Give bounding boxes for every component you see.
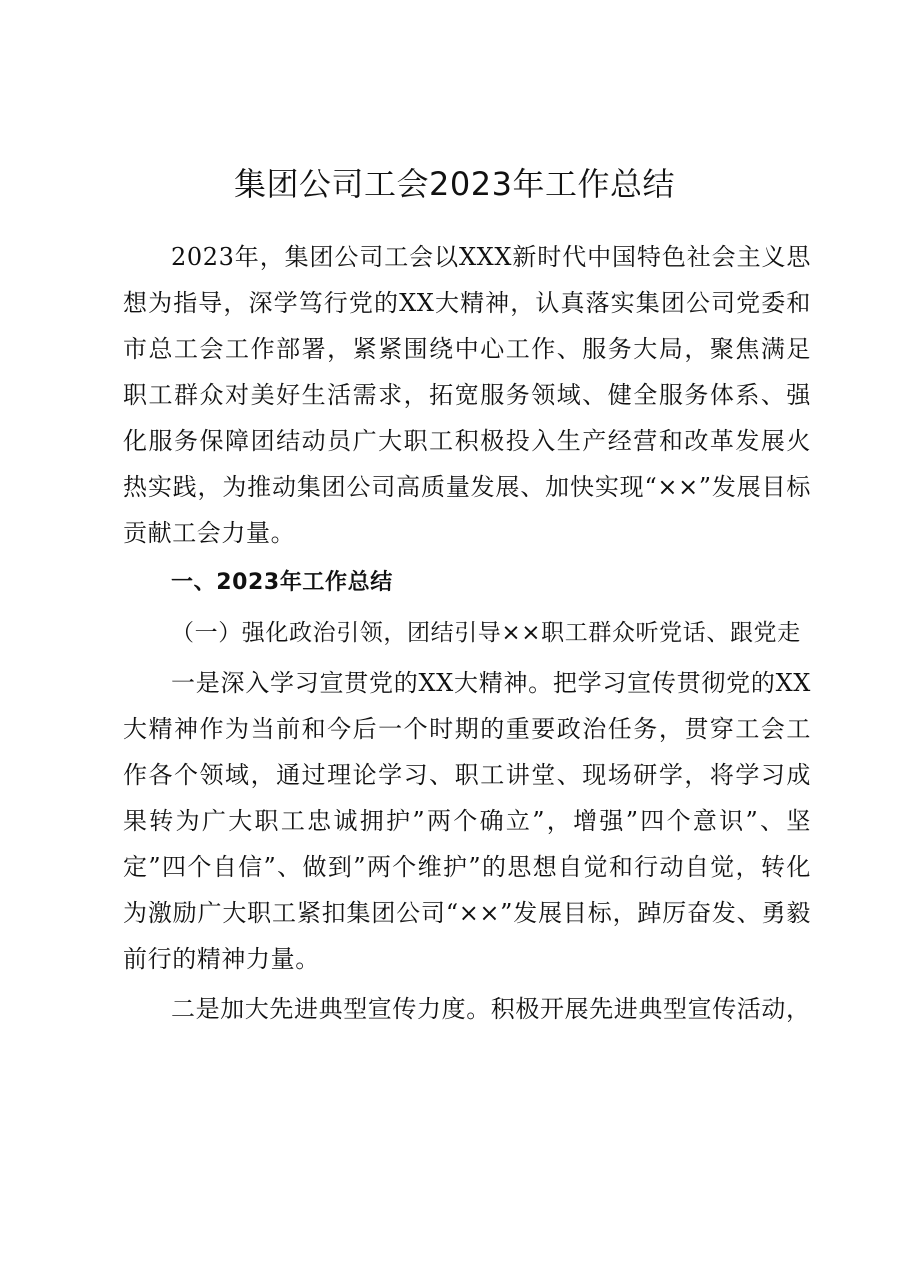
intro-paragraph: 2023年，集团公司工会以XXX新时代中国特色社会主义思想为指导，深学笃行党的XX大精神，认真落实集团公司党委和市总工会工作部署，紧紧围绕中心工作、服务大局，聚焦满足职工群众对美好生活需求，拓宽服务领域、健全服务体系、强化服务保障团结动员广大职工积极投入生产经营和改革发展火热实践，为推动集团公司高质量发展、加快实现“××”发展目标贡献工会力量。 [123, 243, 811, 547]
item-paragraph-1: 一是深入学习宣贯党的XX大精神。把学习宣传贯彻党的XX大精神作为当前和今后一个时期的重要政治任务，贯穿工会工作各个领域，通过理论学习、职工讲堂、现场研学，将学习成果转为广大职工忠诚拥护”两个确立”，增强”四个意识”、坚定”四个自信”、做到”两个维护”的思想自觉和行动自觉，转化为激励广大职工紧扣集团公司“××”发展目标，踔厉奋发、勇毅前行的精神力量。 [123, 669, 811, 973]
document-body [123, 234, 811, 1036]
item-paragraph-2: 二是加大先进典型宣传力度。积极开展先进典型宣传活动， [171, 995, 811, 1023]
subsection-heading: （一）强化政治引领，团结引导××职工群众听党话、跟党走 [171, 620, 801, 646]
document-title: 集团公司工会2023年工作总结 [234, 165, 675, 203]
section-heading: 一、2023年工作总结 [171, 570, 393, 595]
